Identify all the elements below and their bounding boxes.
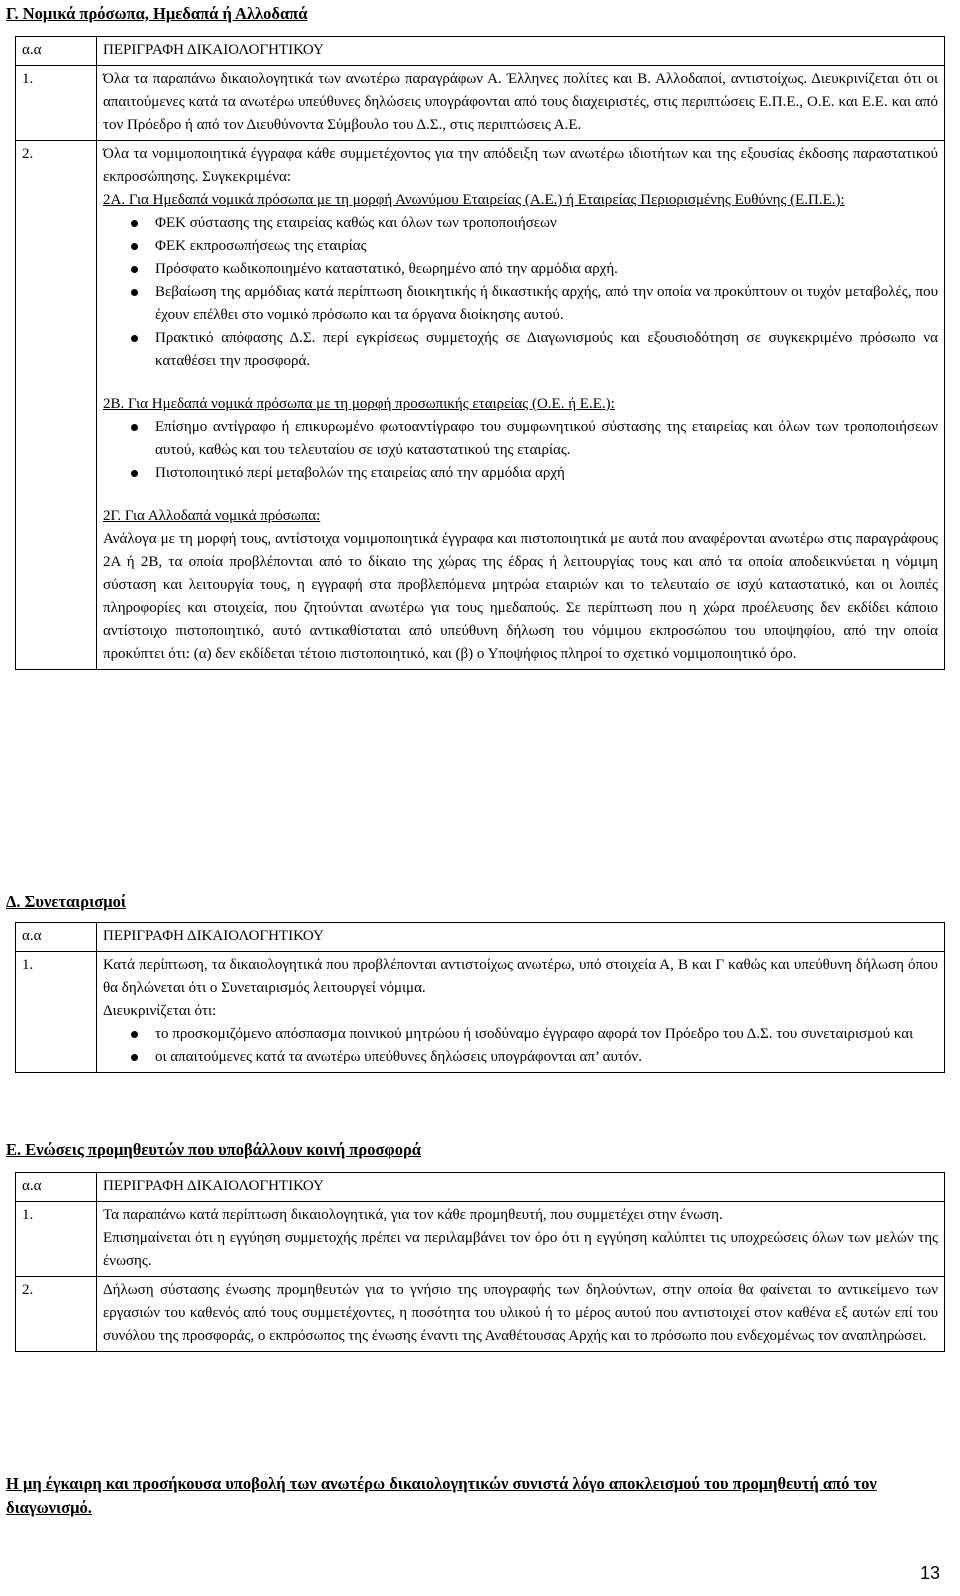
table-row — [16, 66, 945, 141]
list-item: Πιστοποιητικό περί μεταβολών της εταιρείας από την αρμόδια αρχή — [103, 462, 938, 485]
section-g-table — [15, 36, 945, 670]
table-row — [16, 952, 945, 1073]
row-description — [97, 952, 945, 1073]
section-e-table — [15, 1172, 945, 1352]
sub-2c-title: 2Γ. Για Αλλοδαπά νομικά πρόσωπα: — [103, 508, 321, 524]
col-desc-header: ΠΕΡΙΓΡΑΦΗ ΔΙΚΑΙΟΛΟΓΗΤΙΚΟΥ — [97, 923, 945, 952]
sub-2c-text: Ανάλογα με τη μορφή τους, αντίστοιχα νομιμοποιητικά έγγραφα και πιστοποιητικά με αυτά που αναφέρονται ανωτέρω στις παραγράφους 2Α ή 2Β, τα οποία προβλέπονται από το δίκαιο της χώρας της έδρας ή λειτουργίας τους και από τα οποία αποδεικνύεται η νόμιμη σύσταση και λειτουργία τους, η εγγραφή στα προβλεπόμενα μητρώα εταιριών και το τελευταίο σε ισχύ καταστατικό, και οι λοιπές πληροφορίες και στοιχεία, που ζητούνται ανωτέρω για τους ημεδαπούς. Σε περίπτωση που η χώρα προέλευσης δεν εκδίδει κάποιο αντίστοιχο πιστοποιητικό, αυτό αντικαθίσταται από υπεύθυνη δήλωση του νόμιμου εκπροσώπου του υποψηφίου, από την οποία προκύπτει ότι: (α) δεν εκδίδεται τέτοιο πιστοποιητικό, και (β) ο Υποψήφιος πληροί το σχετικό νομιμοποιητικό όρο. — [103, 531, 938, 662]
row1-text: Κατά περίπτωση, τα δικαιολογητικά που προβλέπονται αντιστοίχως ανωτέρω, υπό στοιχεία Α, Β και Γ καθώς και υπεύθυνη δήλωση όπου θα δηλώνεται ότι ο Συνεταιρισμός λειτουργεί νόμιμα. — [103, 957, 938, 996]
col-desc-header: ΠΕΡΙΓΡΑΦΗ ΔΙΚΑΙΟΛΟΓΗΤΙΚΟΥ — [97, 37, 945, 66]
col-num-header: α.α — [16, 37, 97, 66]
row-description: Όλα τα παραπάνω δικαιολογητικά των ανωτέρω παραγράφων Α. Έλληνες πολίτες και Β. Αλλοδαποί, αντιστοίχως. Διευκρινίζεται ότι οι απαιτούμενες κατά τα ανωτέρω υπεύθυνες δηλώσεις υπογράφονται από τους διαχειριστές, στις περιπτώσεις Ε.Π.Ε., Ο.Ε. και Ε.Ε. και από τον Πρόεδρο ή από τον Διευθύνοντα Σύμβουλο του Δ.Σ., στις περιπτώσεις Α.Ε. — [97, 66, 945, 141]
table-header-row — [16, 923, 945, 952]
row1-note: Επισημαίνεται ότι η εγγύηση συμμετοχής πρέπει να περιλαμβάνει τον όρο ότι η εγγύηση καλύπτει τις υποχρεώσεις όλων των μελών της ένωσης. — [103, 1230, 938, 1269]
row-number: 2. — [16, 1277, 97, 1352]
list-item: Επίσημο αντίγραφο ή επικυρωμένο φωτοαντίγραφο του συμφωνητικού σύστασης της εταιρείας και όλων των τροποποιήσεων αυτού, καθώς και του τελευταίου σε ισχύ καταστατικού της εταιρίας. — [103, 416, 938, 462]
list-item: ΦΕΚ σύστασης της εταιρείας καθώς και όλων των τροποποιήσεων — [103, 212, 938, 235]
table-row — [16, 141, 945, 670]
list-item: το προσκομιζόμενο απόσπασμα ποινικού μητρώου ή ισοδύναμο έγγραφο αφορά τον Πρόεδρο του Δ.Σ. του συνεταιρισμού και — [103, 1023, 938, 1046]
list-item: Βεβαίωση της αρμόδιας κατά περίπτωση διοικητικής ή δικαστικής αρχής, από την οποία να προκύπτουν οι τυχόν μεταβολές, που έχουν επέλθει στο νομικό πρόσωπο και τα όργανα διοίκησης αυτού. — [103, 281, 938, 327]
list-item: ΦΕΚ εκπροσωπήσεως της εταιρίας — [103, 235, 938, 258]
section-d-table — [15, 922, 945, 1073]
list-item: Πρακτικό απόφασης Δ.Σ. περί εγκρίσεως συμμετοχής σε Διαγωνισμούς και εξουσιοδότηση σε συγκεκριμένο πρόσωπο να καταθέσει την προσφορά. — [103, 327, 938, 373]
table-row — [16, 1202, 945, 1277]
table-header-row — [16, 1173, 945, 1202]
col-desc-header: ΠΕΡΙΓΡΑΦΗ ΔΙΚΑΙΟΛΟΓΗΤΙΚΟΥ — [97, 1173, 945, 1202]
list-item: οι απαιτούμενες κατά τα ανωτέρω υπεύθυνες δηλώσεις υπογράφονται απ’ αυτόν. — [103, 1046, 938, 1069]
row-description: Δήλωση σύστασης ένωσης προμηθευτών για το γνήσιο της υπογραφής των δηλούντων, στην οποία θα φαίνεται το αντικείμενο των εργασιών του καθενός από τους συμμετέχοντες, η ποσότητα του υλικού ή το μέρος αυτού που αντιστοιχεί στον καθένα εξ αυτών επί του συνόλου της προσφοράς, ο εκπρόσωπος της ένωσης έναντι της Αναθέτουσας Αρχής και το πρόσωπο που ενδεχομένως τον αναπληρώσει. — [97, 1277, 945, 1352]
table-header-row — [16, 37, 945, 66]
exclusion-note: Η μη έγκαιρη και προσήκουσα υποβολή των ανωτέρω δικαιολογητικών συνιστά λόγο αποκλεισμού του προμηθευτή από τον διαγωνισμό. — [6, 1474, 877, 1517]
row-description — [97, 141, 945, 670]
sub-2b-list — [103, 416, 938, 485]
table-row — [16, 1277, 945, 1352]
row-number: 1. — [16, 66, 97, 141]
sub-2a-list — [103, 212, 938, 373]
sub-2a-title: 2Α. Για Ημεδαπά νομικά πρόσωπα με τη μορφή Ανωνύμου Εταιρείας (Α.Ε.) ή Εταιρείας Περιορισμένης Ευθύνης (Ε.Π.Ε.): — [103, 192, 845, 208]
row1-note: Διευκρινίζεται ότι: — [103, 1003, 217, 1019]
list-item: Πρόσφατο κωδικοποιημένο καταστατικό, θεωρημένο από την αρμόδια αρχή. — [103, 258, 938, 281]
col-num-header: α.α — [16, 923, 97, 952]
page-number: 13 — [919, 1563, 940, 1583]
row-number: 1. — [16, 952, 97, 1073]
row-description — [97, 1202, 945, 1277]
section-d-heading: Δ. Συνεταιρισμοί — [6, 892, 126, 911]
sub-2b-title: 2Β. Για Ημεδαπά νομικά πρόσωπα με τη μορφή προσωπικής εταιρείας (Ο.Ε. ή Ε.Ε.): — [103, 396, 615, 412]
col-num-header: α.α — [16, 1173, 97, 1202]
row1-text: Τα παραπάνω κατά περίπτωση δικαιολογητικά, για τον κάθε προμηθευτή, που συμμετέχει στην ένωση. — [103, 1207, 723, 1223]
row2-intro: Όλα τα νομιμοποιητικά έγγραφα κάθε συμμετέχοντος για την απόδειξη των ανωτέρω ιδιοτήτων και της εξουσίας έκδοσης παραστατικού εκπροσώπησης. Συγκεκριμένα: — [103, 146, 938, 185]
section-e-heading: Ε. Ενώσεις προμηθευτών που υποβάλλουν κοινή προσφορά — [6, 1140, 422, 1159]
section-d-list — [103, 1023, 938, 1069]
row-number: 1. — [16, 1202, 97, 1277]
row-number: 2. — [16, 141, 97, 670]
section-g-heading: Γ. Νομικά πρόσωπα, Ημεδαπά ή Αλλοδαπά — [6, 4, 308, 23]
